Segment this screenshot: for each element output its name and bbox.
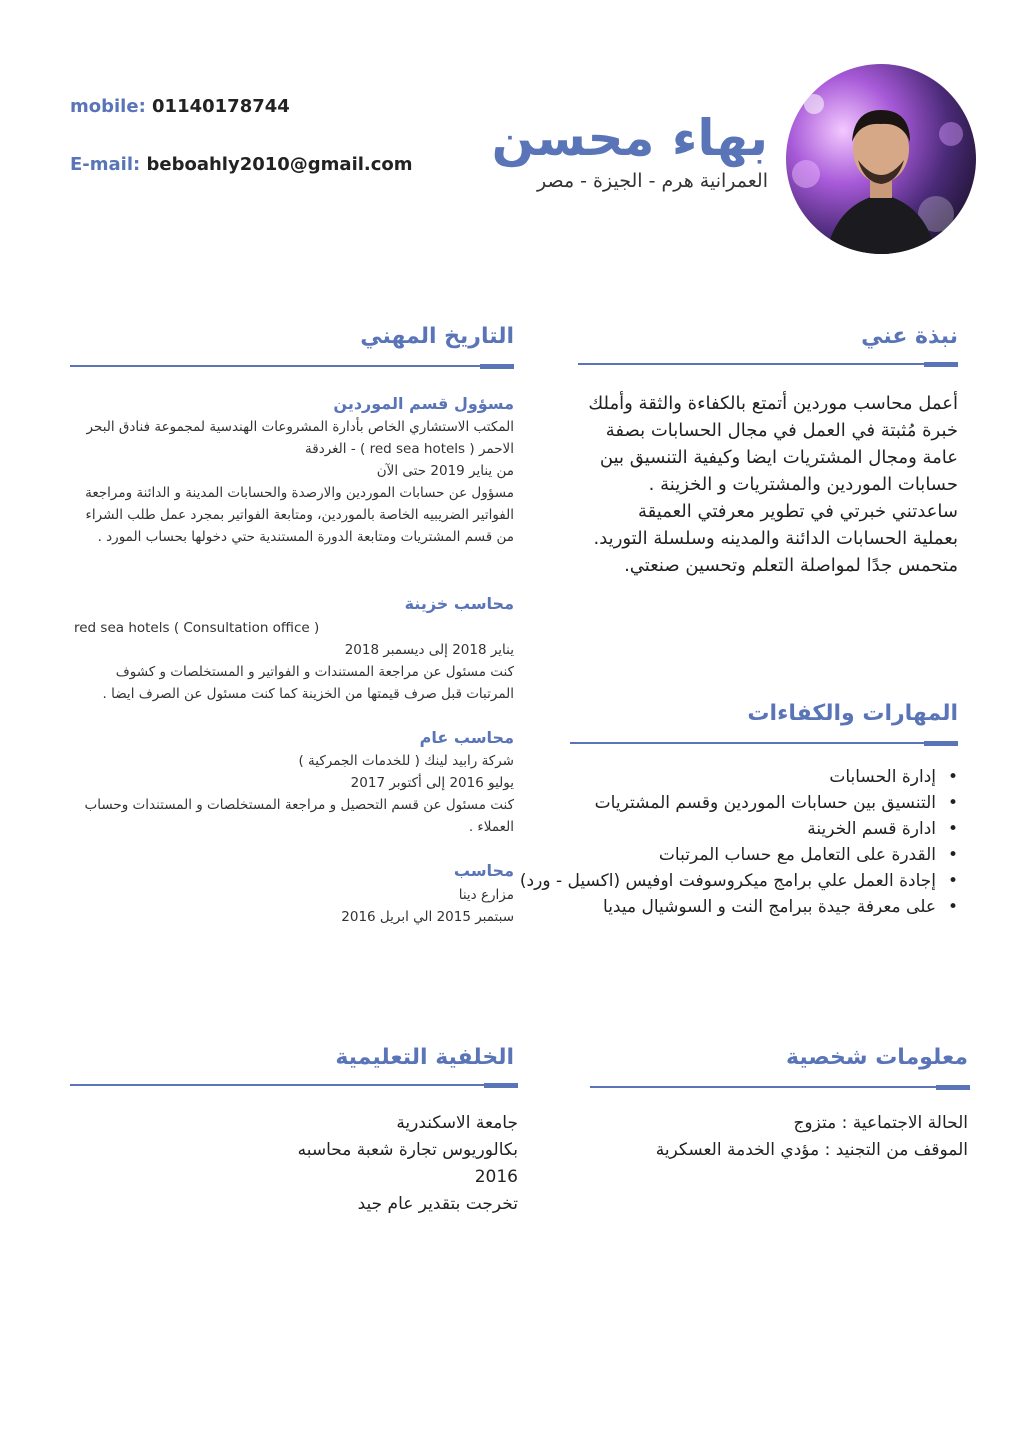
about-title: نبذة عني — [861, 324, 958, 349]
career-rule — [70, 365, 514, 367]
skill-item: • على معرفة جيدة ببرامج النت و السوشيال ميديا — [516, 894, 936, 920]
job-description: مسؤول عن حسابات الموردين والارصدة والحسابات المدينة و الدائنة ومراجعة الفواتير الضريبيه الخاصة بالموردين، ومتابعة الفواتير بمجرد عمل طلب الشراء من قسم المشتريات ومتابعة الدورة المستندية حتي دخولها بحساب المورد . — [85, 485, 514, 545]
email-value: beboahly2010@gmail.com — [146, 154, 413, 175]
university: جامعة الاسكندرية — [396, 1113, 518, 1133]
skill-item: • القدرة على التعامل مع حساب المرتبات — [516, 842, 936, 868]
education-title: الخلفية التعليمية — [335, 1045, 514, 1070]
skills-title: المهارات والكفاءات — [747, 701, 958, 726]
education-info — [78, 1110, 518, 1218]
email-label: E-mail — [70, 154, 134, 175]
job-details — [74, 884, 514, 928]
skill-item: • ادارة قسم الخرينة — [516, 816, 936, 842]
graduation-year: 2016 — [474, 1167, 518, 1187]
career-title: التاريخ المهني — [360, 324, 514, 349]
job-company: شركة رابيد لينك ( للخدمات الجمركية ) — [298, 753, 514, 769]
job-period: من يناير 2019 حتى الآن — [376, 463, 514, 479]
job-title: مسؤول قسم الموردين — [333, 394, 514, 413]
degree: بكالوريوس تجارة شعبة محاسبه — [297, 1140, 518, 1160]
about-rule — [578, 363, 958, 365]
skill-item: • إدارة الحسابات — [516, 764, 936, 790]
mobile-line: mobile: 01140178744 — [70, 96, 290, 117]
email-line: E-mail: beboahly2010@gmail.com — [70, 154, 413, 175]
skills-list — [516, 764, 958, 920]
job-details — [74, 617, 514, 705]
mobile-value: 01140178744 — [152, 96, 290, 117]
job-period: سبتمبر 2015 الي ابريل 2016 — [341, 909, 514, 925]
job-details — [74, 750, 514, 838]
mobile-label: mobile — [70, 96, 139, 117]
skills-rule — [570, 742, 958, 744]
job-period: يناير 2018 إلى ديسمبر 2018 — [344, 642, 514, 658]
job-title: محاسب — [453, 861, 514, 880]
education-rule — [70, 1084, 518, 1086]
marital-status: الحالة الاجتماعية : متزوج — [793, 1113, 968, 1133]
skill-item: • إجادة العمل علي برامج ميكروسوفت اوفيس (اكسيل - ورد) — [516, 868, 936, 894]
job-description: كنت مسئول عن مراجعة المستندات و الفواتير و المستخلصات و كشوف المرتبات قبل صرف قيمتها من الخزينة كما كنت مسئول عن الصرف ايضا . — [102, 664, 514, 702]
personal-rule — [590, 1086, 970, 1088]
military-status: الموقف من التجنيد : مؤدي الخدمة العسكرية — [655, 1140, 968, 1160]
address: العمرانية هرم - الجيزة - مصر — [536, 170, 768, 192]
job-title: محاسب خزينة — [404, 594, 514, 613]
person-name: بهاء محسن — [491, 109, 768, 167]
about-text: أعمل محاسب موردين أتمتع بالكفاءة والثقة وأملك خبرة مُثبتة في العمل في مجال الحسابات بصفة عامة ومجال المشتريات ايضا وكيفية التنسيق بين حسابات الموردين والمشتريات و الخزينة . ساعدتني خبرتي في تطوير معرفتي العميقة بعملية الحسابات الدائنة والمدينه وسلسلة التوريد. متحمس جدًا لمواصلة التعلم وتحسين صنعتي. — [588, 393, 958, 576]
profile-photo — [786, 64, 976, 254]
job-company: red sea hotels ( Consultation office ) — [74, 620, 320, 636]
job-description: كنت مسئول عن قسم التحصيل و مراجعة المستخلصات و المستندات وحساب العملاء . — [84, 797, 514, 835]
grade: تخرجت بتقدير عام جيد — [357, 1194, 518, 1214]
personal-info — [588, 1110, 968, 1164]
job-title: محاسب عام — [419, 728, 514, 747]
personal-title: معلومات شخصية — [786, 1045, 968, 1070]
job-period: يوليو 2016 إلى أكتوبر 2017 — [350, 775, 514, 791]
job-company: مزارع دينا — [458, 887, 514, 903]
skill-item: • التنسيق بين حسابات الموردين وقسم المشتريات — [516, 790, 936, 816]
job-company: المكتب الاستشاري الخاص بأدارة المشروعات الهندسية لمجموعة فنادق البحر الاحمر ( red sea hotels ) - الغردقة — [86, 419, 514, 457]
job-details — [74, 416, 514, 548]
